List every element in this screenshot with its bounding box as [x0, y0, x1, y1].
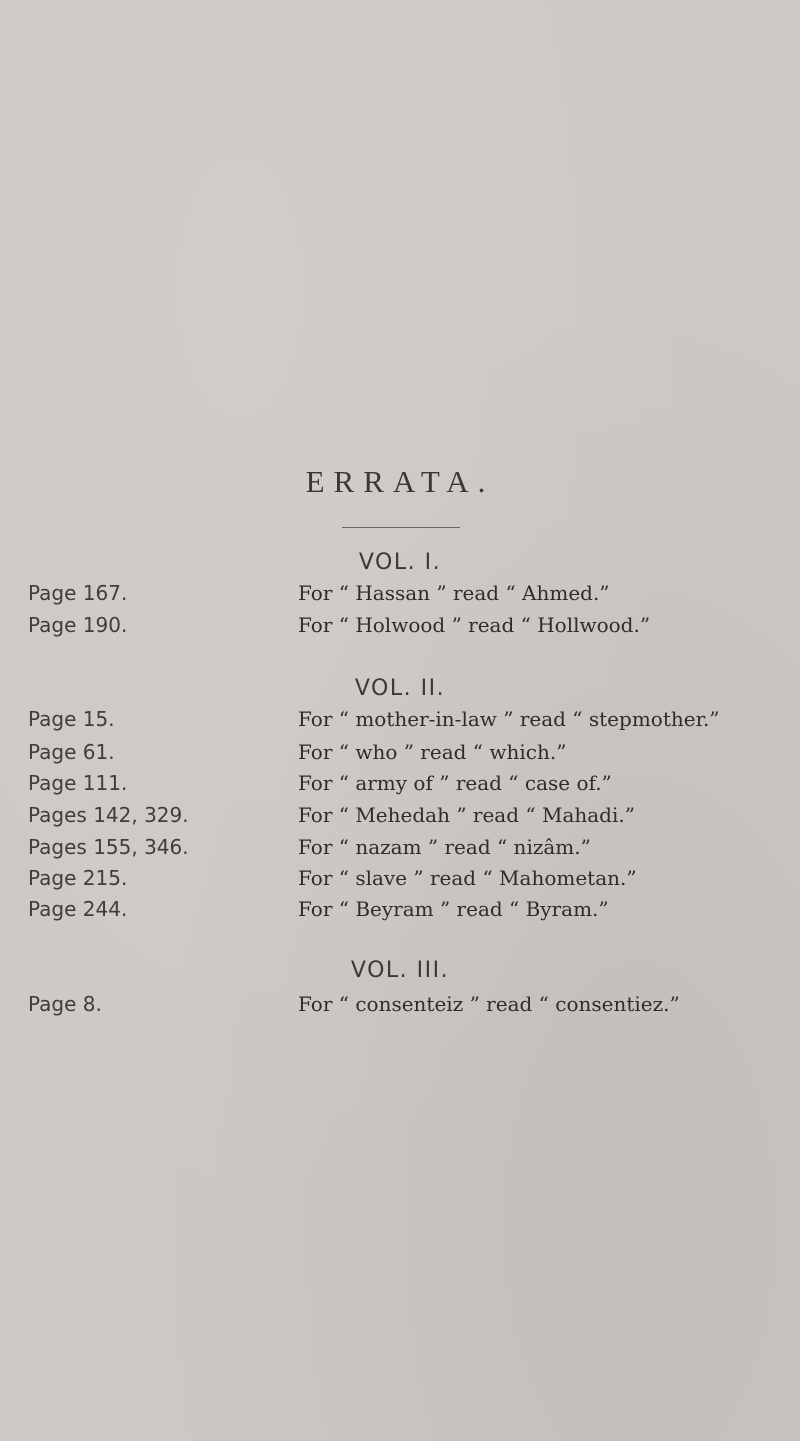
entry-correction: For “ mother-in-law ” read “ stepmother.” — [298, 707, 720, 731]
entry-page-ref: Page 15. — [28, 707, 115, 731]
entry-page-ref: Page 190. — [28, 613, 128, 637]
entry-correction: For “ Hassan ” read “ Ahmed.” — [298, 581, 610, 605]
title-rule — [342, 527, 460, 528]
entry-correction: For “ Beyram ” read “ Byram.” — [298, 897, 609, 921]
errata-title: ERRATA. — [305, 464, 495, 499]
entry-correction: For “ Mehedah ” read “ Mahadi.” — [298, 803, 635, 827]
entry-page-ref: Page 244. — [28, 897, 128, 921]
vol-2-heading: VOL. II. — [354, 676, 446, 701]
entry-page-ref: Page 111. — [28, 771, 128, 795]
entry-correction: For “ who ” read “ which.” — [298, 740, 567, 764]
entry-correction: For “ nazam ” read “ nizâm.” — [298, 835, 591, 859]
entry-correction: For “ Holwood ” read “ Hollwood.” — [298, 613, 651, 637]
entry-page-ref: Pages 155, 346. — [28, 835, 189, 859]
entry-correction: For “ slave ” read “ Mahometan.” — [298, 866, 637, 890]
entry-page-ref: Page 61. — [28, 740, 115, 764]
entry-page-ref: Page 8. — [28, 992, 102, 1016]
entry-page-ref: Page 215. — [28, 866, 128, 890]
entry-correction: For “ consenteiz ” read “ consentiez.” — [298, 992, 680, 1016]
entry-page-ref: Page 167. — [28, 581, 128, 605]
vol-1-heading: VOL. I. — [358, 550, 442, 575]
vol-3-heading: VOL. III. — [350, 958, 450, 983]
entry-page-ref: Pages 142, 329. — [28, 803, 189, 827]
entry-correction: For “ army of ” read “ case of.” — [298, 771, 612, 795]
